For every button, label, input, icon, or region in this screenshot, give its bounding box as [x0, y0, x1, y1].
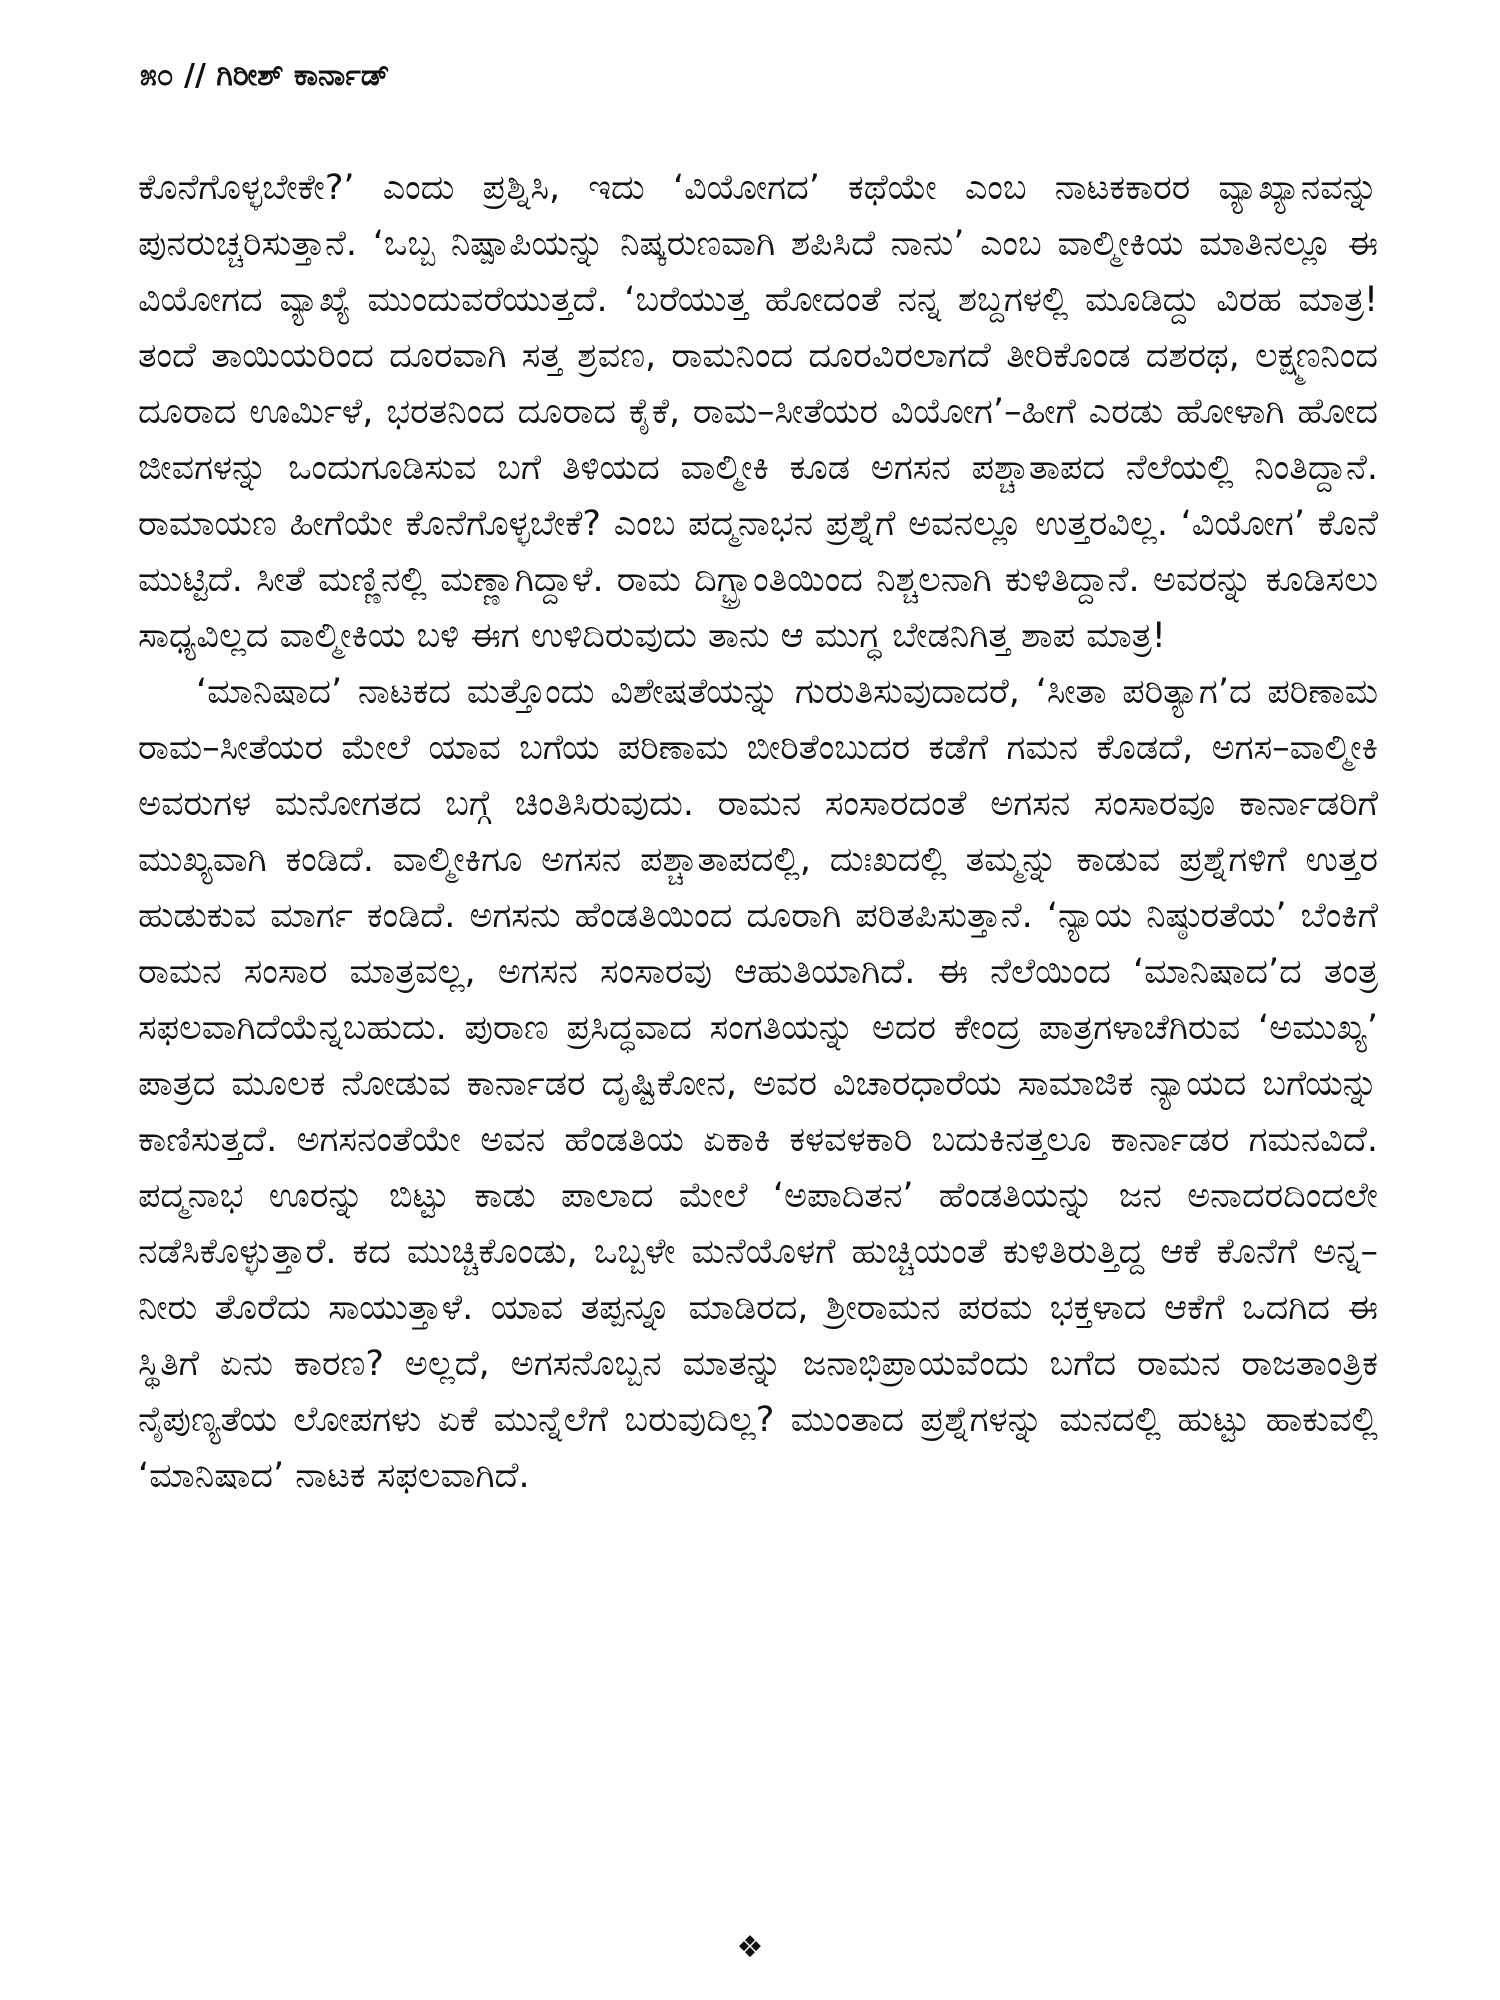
end-ornament-icon: ❖	[736, 1930, 764, 1965]
paragraph-2: ‘ಮಾನಿಷಾದ’ ನಾಟಕದ ಮತ್ತೊಂದು ವಿಶೇಷತೆಯನ್ನು ಗುರುತಿಸುವುದಾದರೆ, ‘ಸೀತಾ ಪರಿತ್ಯಾಗ’ದ ಪರಿಣಾಮ ರಾಮ–ಸೀತೆಯರ ಮೇಲೆ ಯಾವ ಬಗೆಯ ಪರಿಣಾಮ ಬೀರಿತೆಂಬುದರ ಕಡೆಗೆ ಗಮನ ಕೊಡದೆ, ಅಗಸ–ವಾಲ್ಮೀಕಿ ಅವರುಗಳ ಮನೋಗತದ ಬಗ್ಗೆ ಚಿಂತಿಸಿರುವುದು. ರಾಮನ ಸಂಸಾರದಂತೆ ಅಗಸನ ಸಂಸಾರವೂ ಕಾರ್ನಾಡರಿಗೆ ಮುಖ್ಯವಾಗಿ ಕಂಡಿದೆ. ವಾಲ್ಮೀಕಿಗೂ ಅಗಸನ ಪಶ್ಚಾತಾಪದಲ್ಲಿ, ದುಃಖದಲ್ಲಿ ತಮ್ಮನ್ನು ಕಾಡುವ ಪ್ರಶ್ನೆಗಳಿಗೆ ಉತ್ತರ ಹುಡುಕುವ ಮಾರ್ಗ ಕಂಡಿದೆ. ಅಗಸನು ಹೆಂಡತಿಯಿಂದ ದೂರಾಗಿ ಪರಿತಪಿಸುತ್ತಾನೆ. ‘ನ್ಯಾಯ ನಿಷ್ಠುರತೆಯ’ ಬೆಂಕಿಗೆ ರಾಮನ ಸಂಸಾರ ಮಾತ್ರವಲ್ಲ, ಅಗಸನ ಸಂಸಾರವು ಆಹುತಿಯಾಗಿದೆ. ಈ ನೆಲೆಯಿಂದ ‘ಮಾನಿಷಾದ’ದ ತಂತ್ರ ಸಫಲವಾಗಿದೆಯೆನ್ನಬಹುದು. ಪುರಾಣ ಪ್ರಸಿದ್ಧವಾದ ಸಂಗತಿಯನ್ನು ಅದರ ಕೇಂದ್ರ ಪಾತ್ರಗಳಾಚೆಗಿರುವ ‘ಅಮುಖ್ಯ’ ಪಾತ್ರದ ಮೂಲಕ ನೋಡುವ ಕಾರ್ನಾಡರ ದೃಷ್ಟಿಕೋನ, ಅವರ ವಿಚಾರಧಾರೆಯ ಸಾಮಾಜಿಕ ನ್ಯಾಯದ ಬಗೆಯನ್ನು ಕಾಣಿಸುತ್ತದೆ. ಅಗಸನಂತೆಯೇ ಅವನ ಹೆಂಡತಿಯ ಏಕಾಕಿ ಕಳವಳಕಾರಿ ಬದುಕಿನತ್ತಲೂ ಕಾರ್ನಾಡರ ಗಮನವಿದೆ. ಪದ್ಮನಾಭ ಊರನ್ನು ಬಿಟ್ಟು ಕಾಡು ಪಾಲಾದ ಮೇಲೆ ‘ಅಪಾದಿತನ’ ಹೆಂಡತಿಯನ್ನು ಜನ ಅನಾದರದಿಂದಲೇ ನಡೆಸಿಕೊಳ್ಳುತ್ತಾರೆ. ಕದ ಮುಚ್ಚಿಕೊಂಡು, ಒಬ್ಬಳೇ ಮನೆಯೊಳಗೆ ಹುಚ್ಚಿಯಂತೆ ಕುಳಿತಿರುತ್ತಿದ್ದ ಆಕೆ ಕೊನೆಗೆ ಅನ್ನ–ನೀರು ತೊರೆದು ಸಾಯುತ್ತಾಳೆ. ಯಾವ ತಪ್ಪನ್ನೂ ಮಾಡಿರದ, ಶ್ರೀರಾಮನ ಪರಮ ಭಕ್ತಳಾದ ಆಕೆಗೆ ಒದಗಿದ ಈ ಸ್ಥಿತಿಗೆ ಏನು ಕಾರಣ? ಅಲ್ಲದೆ, ಅಗಸನೊಬ್ಬನ ಮಾತನ್ನು ಜನಾಭಿಪ್ರಾಯವೆಂದು ಬಗೆದ ರಾಮನ ರಾಜತಾಂತ್ರಿಕ ನೈಪುಣ್ಯತೆಯ ಲೋಪಗಳು ಏಕೆ ಮುನ್ನೆಲೆಗೆ ಬರುವುದಿಲ್ಲ? ಮುಂತಾದ ಪ್ರಶ್ನೆಗಳನ್ನು ಮನದಲ್ಲಿ ಹುಟ್ಟು ಹಾಕುವಲ್ಲಿ ‘ಮಾನಿಷಾದ’ ನಾಟಕ ಸಫಲವಾಗಿದೆ.	[138, 672, 1378, 1496]
running-header: ೫೦ // ಗಿರೀಶ್ ಕಾರ್ನಾಡ್	[140, 58, 390, 93]
body-text	[138, 160, 1378, 1504]
paragraph-1: ಕೊನೆಗೊಳ್ಳಬೇಕೇ?’ ಎಂದು ಪ್ರಶ್ನಿಸಿ, ಇದು ‘ವಿಯೋಗದ’ ಕಥೆಯೇ ಎಂಬ ನಾಟಕಕಾರರ ವ್ಯಾಖ್ಯಾನವನ್ನು ಪುನರುಚ್ಚರಿಸುತ್ತಾನೆ. ‘ಒಬ್ಬ ನಿಷ್ಪಾಪಿಯನ್ನು ನಿಷ್ಕರುಣವಾಗಿ ಶಪಿಸಿದೆ ನಾನು’ ಎಂಬ ವಾಲ್ಮೀಕಿಯ ಮಾತಿನಲ್ಲೂ ಈ ವಿಯೋಗದ ವ್ಯಾಖ್ಯೆ ಮುಂದುವರೆಯುತ್ತದೆ. ‘ಬರೆಯುತ್ತ ಹೋದಂತೆ ನನ್ನ ಶಬ್ದಗಳಲ್ಲಿ ಮೂಡಿದ್ದು ವಿರಹ ಮಾತ್ರ! ತಂದೆ ತಾಯಿಯರಿಂದ ದೂರವಾಗಿ ಸತ್ತ ಶ್ರವಣ, ರಾಮನಿಂದ ದೂರವಿರಲಾಗದೆ ತೀರಿಕೊಂಡ ದಶರಥ, ಲಕ್ಷ್ಮಣನಿಂದ ದೂರಾದ ಊರ್ಮಿಳೆ, ಭರತನಿಂದ ದೂರಾದ ಕೈಕೆ, ರಾಮ–ಸೀತೆಯರ ವಿಯೋಗ’–ಹೀಗೆ ಎರಡು ಹೋಳಾಗಿ ಹೋದ ಜೀವಗಳನ್ನು ಒಂದುಗೂಡಿಸುವ ಬಗೆ ತಿಳಿಯದ ವಾಲ್ಮೀಕಿ ಕೂಡ ಅಗಸನ ಪಶ್ಚಾತಾಪದ ನೆಲೆಯಲ್ಲಿ ನಿಂತಿದ್ದಾನೆ. ರಾಮಾಯಣ ಹೀಗೆಯೇ ಕೊನೆಗೊಳ್ಳಬೇಕೆ? ಎಂಬ ಪದ್ಮನಾಭನ ಪ್ರಶ್ನೆಗೆ ಅವನಲ್ಲೂ ಉತ್ತರವಿಲ್ಲ. ‘ವಿಯೋಗ’ ಕೊನೆ ಮುಟ್ಟಿದೆ. ಸೀತೆ ಮಣ್ಣಿನಲ್ಲಿ ಮಣ್ಣಾಗಿದ್ದಾಳೆ. ರಾಮ ದಿಗ್ಭ್ರಾಂತಿಯಿಂದ ನಿಶ್ಚಲನಾಗಿ ಕುಳಿತಿದ್ದಾನೆ. ಅವರನ್ನು ಕೂಡಿಸಲು ಸಾಧ್ಯವಿಲ್ಲದ ವಾಲ್ಮೀಕಿಯ ಬಳಿ ಈಗ ಉಳಿದಿರುವುದು ತಾನು ಆ ಮುಗ್ಧ ಬೇಡನಿಗಿತ್ತ ಶಾಪ ಮಾತ್ರ!	[138, 168, 1378, 656]
